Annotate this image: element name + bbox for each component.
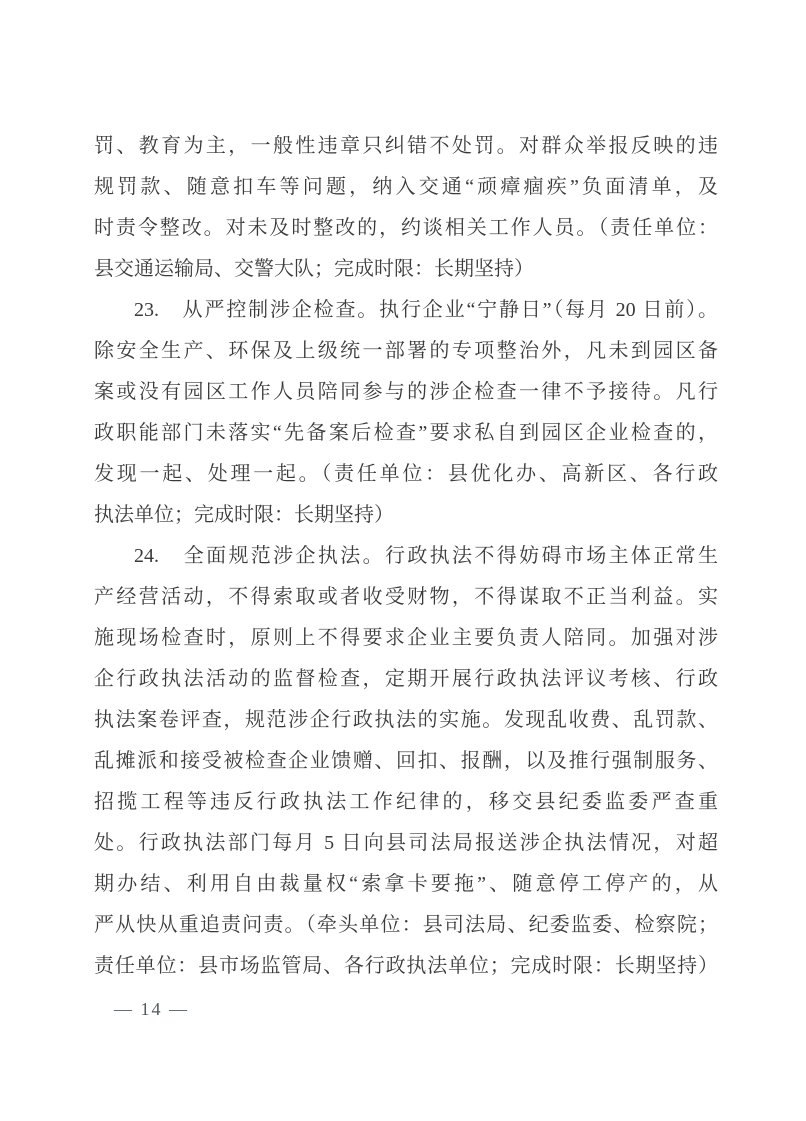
item-24 (94, 536, 718, 987)
text-line: 除安全生产、环保及上级统一部署的专项整治外，凡未到园区备 (94, 340, 718, 362)
document-body (94, 126, 718, 987)
item-23 (94, 290, 718, 536)
text-line: 产经营活动，不得索取或者收受财物，不得谋取不正当利益。实 (94, 586, 718, 608)
text-line: 县交通运输局、交警大队；完成时限：长期坚持） (94, 258, 534, 280)
text-line: 施现场检查时，原则上不得要求企业主要负责人陪同。加强对涉 (94, 627, 718, 649)
text-line: 执法单位；完成时限：长期坚持） (94, 504, 394, 526)
text-line: 处。行政执法部门每月 5 日向县司法局报送涉企执法情况，对超 (94, 832, 718, 854)
text-line: 乱摊派和接受被检查企业馈赠、回扣、报酬，以及推行强制服务、 (94, 750, 718, 772)
text-line: 期办结、利用自由裁量权“索拿卡要拖”、随意停工停产的，从 (94, 873, 718, 895)
text-line: 时责令整改。对未及时整改的，约谈相关工作人员。（责任单位： (94, 217, 718, 239)
page-number: — 14 — (114, 999, 189, 1019)
item-22-continuation (94, 126, 718, 290)
text-line: 严从快从重追责问责。（牵头单位：县司法局、纪委监委、检察院； (94, 914, 718, 936)
text-line: 政职能部门未落实“先备案后检查”要求私自到园区企业检查的， (94, 422, 718, 444)
text-line: 规罚款、随意扣车等问题，纳入交通“顽瘴痼疾”负面清单，及 (94, 176, 718, 198)
text-line: 执法案卷评查，规范涉企行政执法的实施。发现乱收费、乱罚款、 (94, 709, 718, 731)
text-line: 企行政执法活动的监督检查，定期开展行政执法评议考核、行政 (94, 668, 718, 690)
text-line: 23. 从严控制涉企检查。执行企业“宁静日”（每月 20 日前）。 (134, 299, 718, 321)
text-line: 24. 全面规范涉企执法。行政执法不得妨碍市场主体正常生 (134, 545, 718, 567)
text-line: 罚、教育为主，一般性违章只纠错不处罚。对群众举报反映的违 (94, 135, 718, 157)
text-line: 案或没有园区工作人员陪同参与的涉企检查一律不予接待。凡行 (94, 381, 718, 403)
text-line: 招揽工程等违反行政执法工作纪律的，移交县纪委监委严查重 (94, 791, 718, 813)
text-line: 责任单位：县市场监管局、各行政执法单位；完成时限：长期坚持） (94, 955, 718, 977)
text-line: 发现一起、处理一起。（责任单位：县优化办、高新区、各行政 (94, 463, 718, 485)
